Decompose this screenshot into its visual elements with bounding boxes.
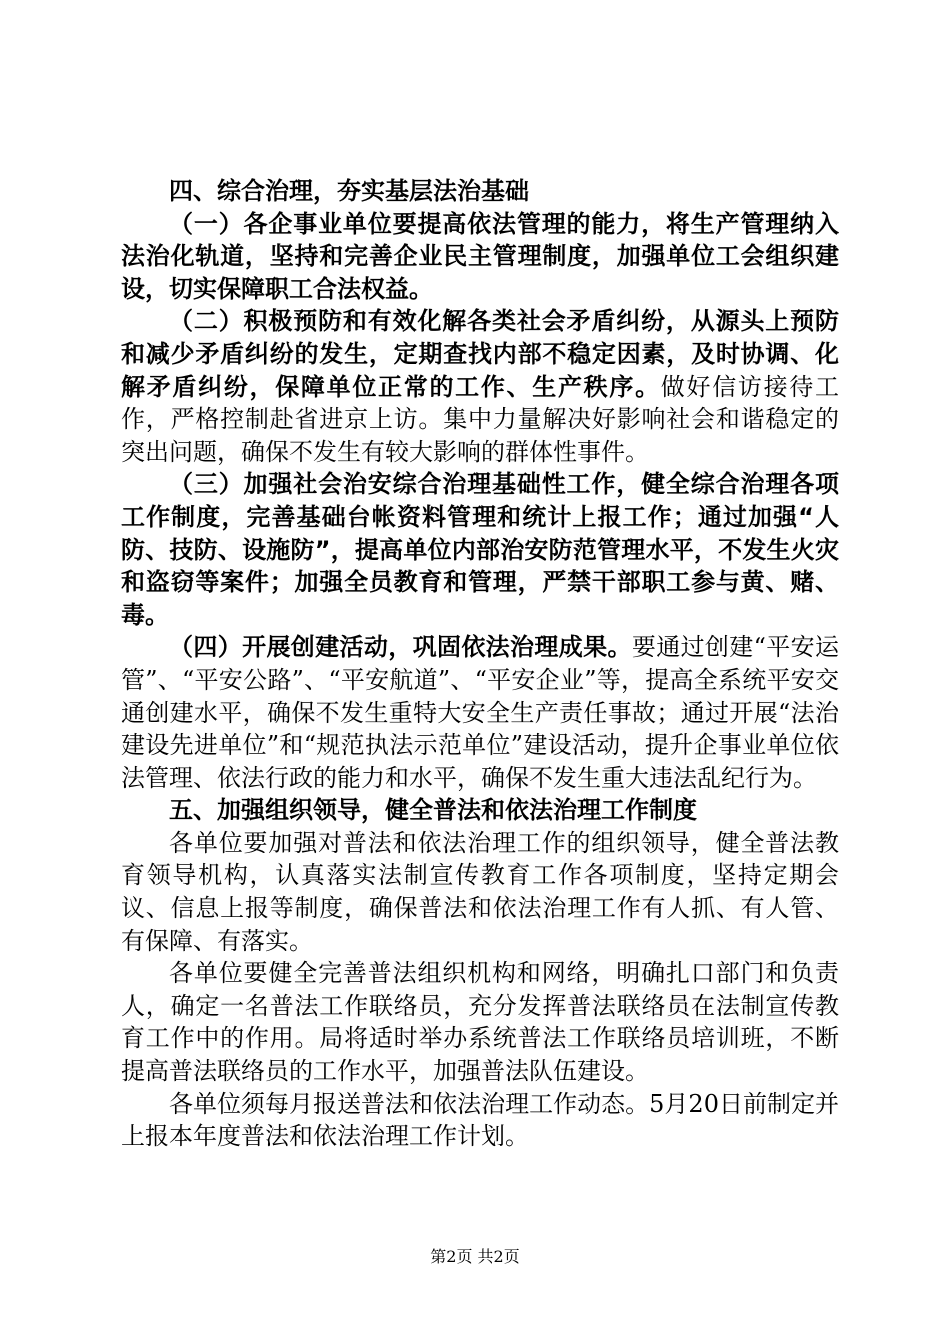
paragraph-4-3: （三）加强社会治安综合治理基础性工作，健全综合治理各项工作制度，完善基础台帐资料管理和统计上报工作；通过加强“人防、技防、设施防”，提高单位内部治安防范管理水平，不发生火灾和盗窃等案件；加强全员教育和管理，严禁干部职工参与黄、赌、毒。 <box>121 470 839 629</box>
section-heading-5: 五、加强组织领导，健全普法和依法治理工作制度 <box>169 796 697 825</box>
paragraph-4-4-rest: 要通过创建“平安运管”、“平安公路”、“平安航道”、“平安企业”等，提高全系统平安交通创建水平，确保不发生重特大安全生产责任事故；通过开展“法治建设先进单位”和“规范执法示范单位”建设活动，提升企事业单位依法管理、依法行政的能力和水平，确保不发生重大违法乱纪行为。 <box>121 633 839 792</box>
paragraph-5-2: 各单位要健全完善普法组织机构和网络，明确扎口部门和负责人，确定一名普法工作联络员，充分发挥普法联络员在法制宣传教育工作中的作用。局将适时举办系统普法工作联络员培训班，不断提高普法联络员的工作水平，加强普法队伍建设。 <box>121 959 839 1086</box>
paragraph-4-2 <box>121 305 839 468</box>
paragraph-4-1: （一）各企事业单位要提高依法管理的能力，将生产管理纳入法治化轨道，坚持和完善企业民主管理制度，加强单位工会组织建设，切实保障职工合法权益。 <box>121 209 839 303</box>
page-number-footer: 第2页 共2页 <box>430 1247 520 1266</box>
paragraph-4-4 <box>121 631 839 794</box>
paragraph-4-4-lead: （四）开展创建活动，巩固依法治理成果。 <box>169 633 632 662</box>
document-body <box>121 175 839 1153</box>
paragraph-5-1: 各单位要加强对普法和依法治理工作的组织领导，健全普法教育领导机构，认真落实法制宣传教育工作各项制度，坚持定期会议、信息上报等制度，确保普法和依法治理工作有人抓、有人管、有保障、有落实。 <box>121 828 839 955</box>
paragraph-5-3: 各单位须每月报送普法和依法治理工作动态。5月20日前制定并上报本年度普法和依法治理工作计划。 <box>121 1089 839 1151</box>
paragraph-4-2-lead: （二）积极预防和有效化解各类社会矛盾纠纷，从源头上预防和减少矛盾纠纷的发生，定期查找内部不稳定因素，及时协调、化解矛盾纠纷，保障单位正常的工作、生产秩序。 <box>121 307 839 401</box>
section-heading-4: 四、综合治理，夯实基层法治基础 <box>169 177 529 205</box>
paragraph-4-2-rest: 做好信访接待工作，严格控制赴省进京上访。集中力量解决好影响社会和谐稳定的突出问题，确保不发生有较大影响的群体性事件。 <box>121 372 840 466</box>
